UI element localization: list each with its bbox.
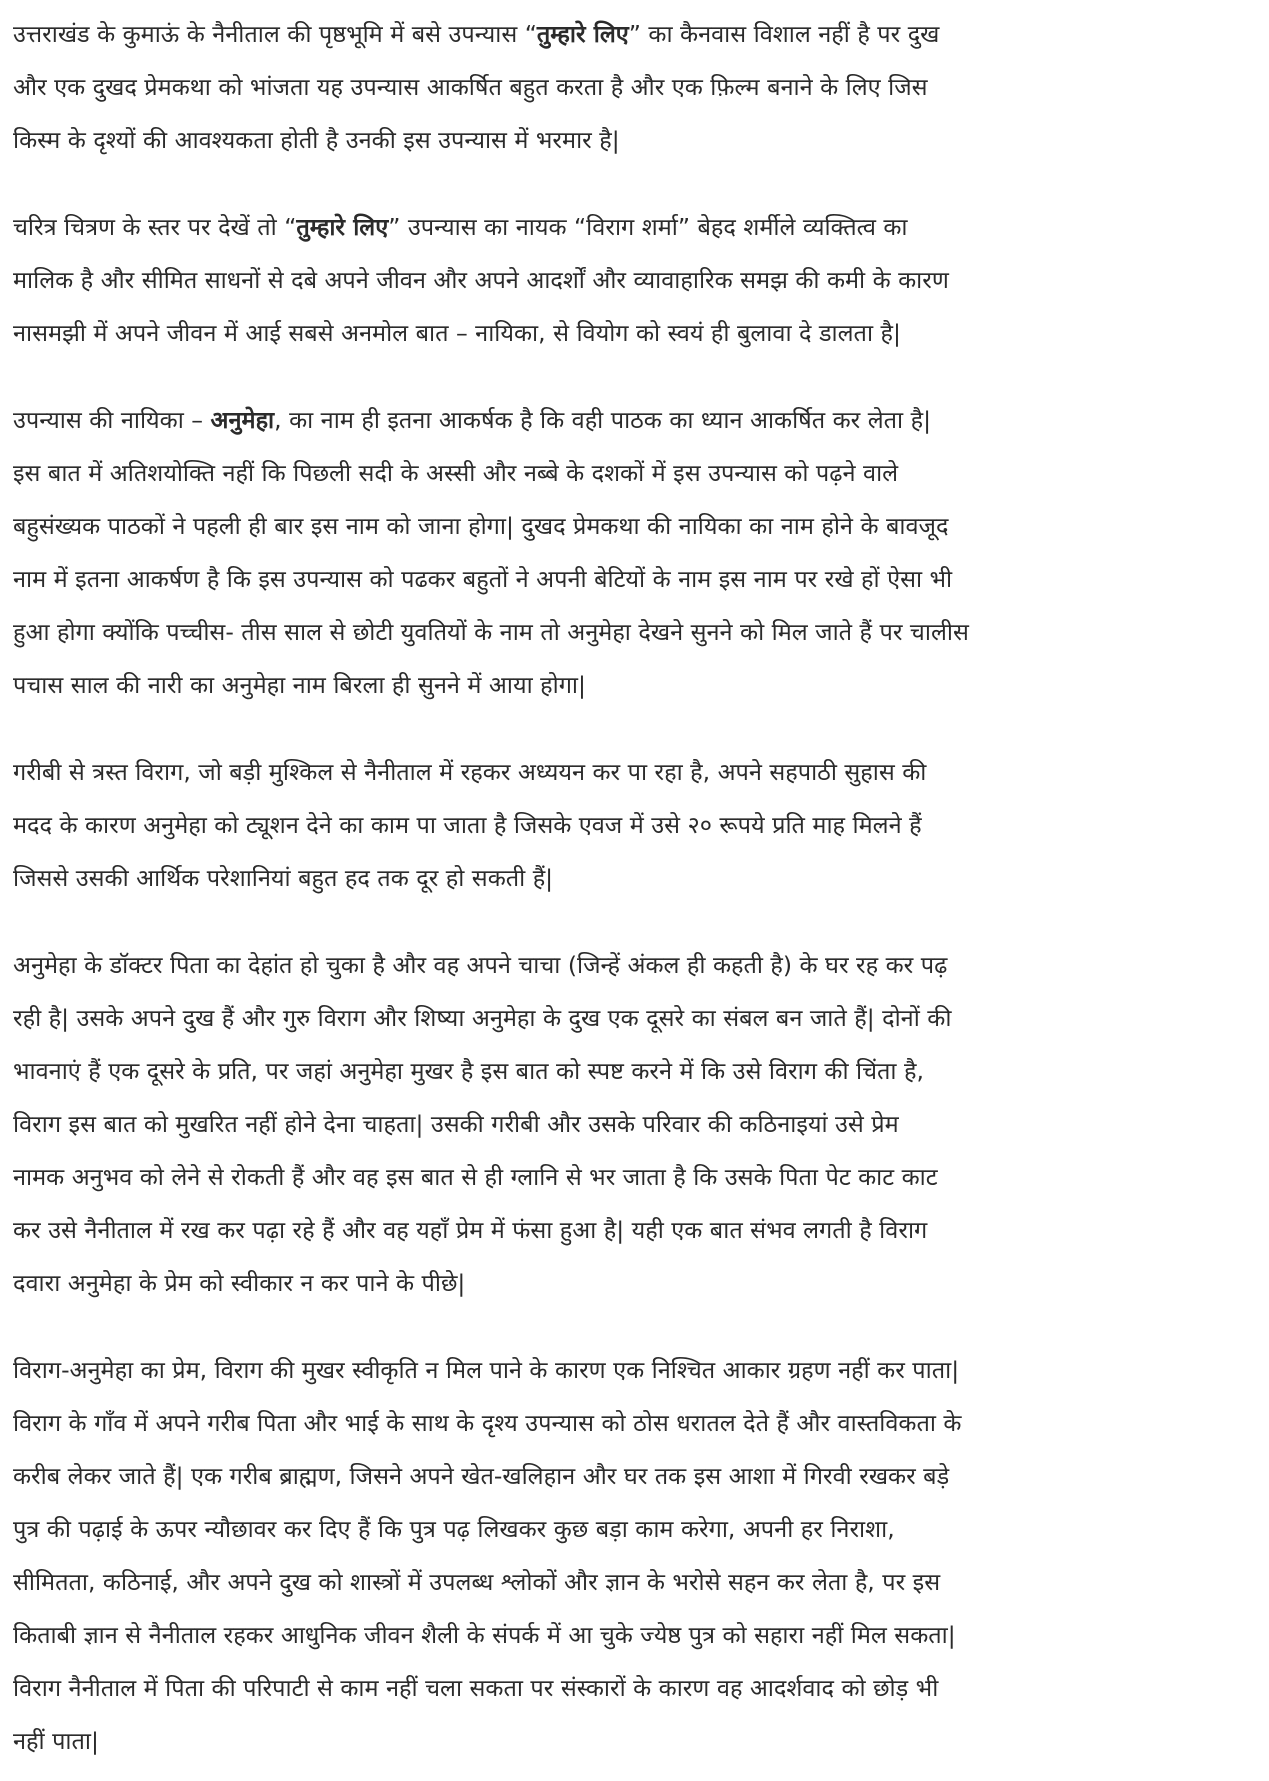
- text-line: विराग के गाँव में अपने गरीब पिता और भाई के साथ के दृश्य उपन्यास को ठोस धरातल देते हैं और वास्तविकता के: [13, 1409, 962, 1437]
- paragraph-village: [13, 1344, 1261, 1768]
- heroine-name: अनुमेहा: [210, 406, 275, 434]
- text-line: भावनाएं हैं एक दूसरे के प्रति, पर जहां अनुमेहा मुखर है इस बात को स्पष्ट करने में कि उसे विराग की चिंता है,: [13, 1057, 924, 1085]
- text-line: नासमझी में अपने जीवन में आई सबसे अनमोल बात – नायिका, से वियोग को स्वयं ही बुलावा दे डालता है|: [13, 319, 901, 347]
- paragraph-relationship: [13, 939, 1261, 1310]
- text-line: विराग-अनुमेहा का प्रेम, विराग की मुखर स्वीकृति न मिल पाने के कारण एक निश्चित आकार ग्रहण नहीं कर पाता|: [13, 1356, 960, 1384]
- text-line: नाम में इतना आकर्षण है कि इस उपन्यास को पढकर बहुतों ने अपनी बेटियों के नाम इस नाम पर रखे हों ऐसा भी: [13, 565, 953, 593]
- text-line: विराग नैनीताल में पिता की परिपाटी से काम नहीं चला सकता पर संस्कारों के कारण वह आदर्शवाद को छोड़ भी: [13, 1674, 939, 1702]
- paragraph-heroine: [13, 394, 1261, 712]
- text-line: रही है| उसके अपने दुख हैं और गुरु विराग और शिष्या अनुमेहा के दुख एक दूसरे का संबल बन जाते हैं| दोनों की: [13, 1004, 952, 1032]
- text-line: किताबी ज्ञान से नैनीताल रहकर आधुनिक जीवन शैली के संपर्क में आ चुके ज्येष्ठ पुत्र को सहारा नहीं मिल सकता|: [13, 1621, 956, 1649]
- text-line: मालिक है और सीमित साधनों से दबे अपने जीवन और अपने आदर्शों और व्यावाहारिक समझ की कमी के कारण: [13, 266, 949, 294]
- text-line: पुत्र की पढ़ाई के ऊपर न्यौछावर कर दिए हैं कि पुत्र पढ़ लिखकर कुछ बड़ा काम करेगा, अपनी हर निराशा,: [13, 1515, 895, 1543]
- text-line: उत्तराखंड के कुमाऊं के नैनीताल की पृष्ठभूमि में बसे उपन्यास “तुम्हारे लिए” का कैनवास विशाल नहीं है पर दुख: [13, 20, 940, 48]
- text-line: किस्म के दृश्यों की आवश्यकता होती है उनकी इस उपन्यास में भरमार है|: [13, 126, 620, 154]
- text-line: बहुसंख्यक पाठकों ने पहली ही बार इस नाम को जाना होगा| दुखद प्रेमकथा की नायिका का नाम होने के बावजूद: [13, 512, 949, 540]
- text-line: हुआ होगा क्योंकि पच्चीस- तीस साल से छोटी युवतियों के नाम तो अनुमेहा देखने सुनने को मिल जाते हैं पर चालीस: [13, 618, 969, 646]
- text-line: गरीबी से त्रस्त विराग, जो बड़ी मुश्किल से नैनीताल में रहकर अध्ययन कर पा रहा है, अपने सहपाठी सुहास की: [13, 758, 927, 786]
- text-line: नामक अनुभव को लेने से रोकती हैं और वह इस बात से ही ग्लानि से भर जाता है कि उसके पिता पेट काट काट: [13, 1163, 938, 1191]
- paragraph-intro: [13, 8, 1261, 167]
- text-line: और एक दुखद प्रेमकथा को भांजता यह उपन्यास आकर्षित बहुत करता है और एक फ़िल्म बनाने के लिए जिस: [13, 73, 928, 101]
- text-line: दवारा अनुमेहा के प्रेम को स्वीकार न कर पाने के पीछे|: [13, 1269, 466, 1297]
- text-line: पचास साल की नारी का अनुमेहा नाम बिरला ही सुनने में आया होगा|: [13, 671, 586, 699]
- text-line: नहीं पाता|: [13, 1727, 99, 1755]
- paragraph-hero: [13, 201, 1261, 360]
- paragraph-poverty: [13, 746, 1261, 905]
- text-line: सीमितता, कठिनाई, और अपने दुख को शास्त्रों में उपलब्ध श्लोकों और ज्ञान के भरोसे सहन कर लेता है, पर इस: [13, 1568, 941, 1596]
- text-line: अनुमेहा के डॉक्टर पिता का देहांत हो चुका है और वह अपने चाचा (जिन्हें अंकल ही कहती है) के घर रह कर पढ़: [13, 951, 948, 979]
- novel-title: तुम्हारे लिए: [536, 20, 629, 48]
- text-line: उपन्यास की नायिका – अनुमेहा, का नाम ही इतना आकर्षक है कि वही पाठक का ध्यान आकर्षित कर लेता है|: [13, 406, 932, 434]
- text-line: मदद के कारण अनुमेहा को ट्यूशन देने का काम पा जाता है जिसके एवज में उसे २० रूपये प्रति माह मिलने हैं: [13, 811, 922, 839]
- article-body: [0, 8, 1269, 1768]
- novel-title: तुम्हारे लिए: [296, 213, 389, 241]
- text-line: करीब लेकर जाते हैं| एक गरीब ब्राह्मण, जिसने अपने खेत-खलिहान और घर तक इस आशा में गिरवी रखकर बड़े: [13, 1462, 950, 1490]
- text-line: चरित्र चित्रण के स्तर पर देखें तो “तुम्हारे लिए” उपन्यास का नायक “विराग शर्मा” बेहद शर्मीले व्यक्तित्व का: [13, 213, 908, 241]
- text-line: इस बात में अतिशयोक्ति नहीं कि पिछली सदी के अस्सी और नब्बे के दशकों में इस उपन्यास को पढ़ने वाले: [13, 459, 899, 487]
- text-line: जिससे उसकी आर्थिक परेशानियां बहुत हद तक दूर हो सकती हैं|: [13, 864, 554, 892]
- text-line: कर उसे नैनीताल में रख कर पढ़ा रहे हैं और वह यहाँ प्रेम में फंसा हुआ है| यही एक बात संभव लगती है विराग: [13, 1216, 928, 1244]
- text-line: विराग इस बात को मुखरित नहीं होने देना चाहता| उसकी गरीबी और उसके परिवार की कठिनाइयां उसे प्रेम: [13, 1110, 899, 1138]
